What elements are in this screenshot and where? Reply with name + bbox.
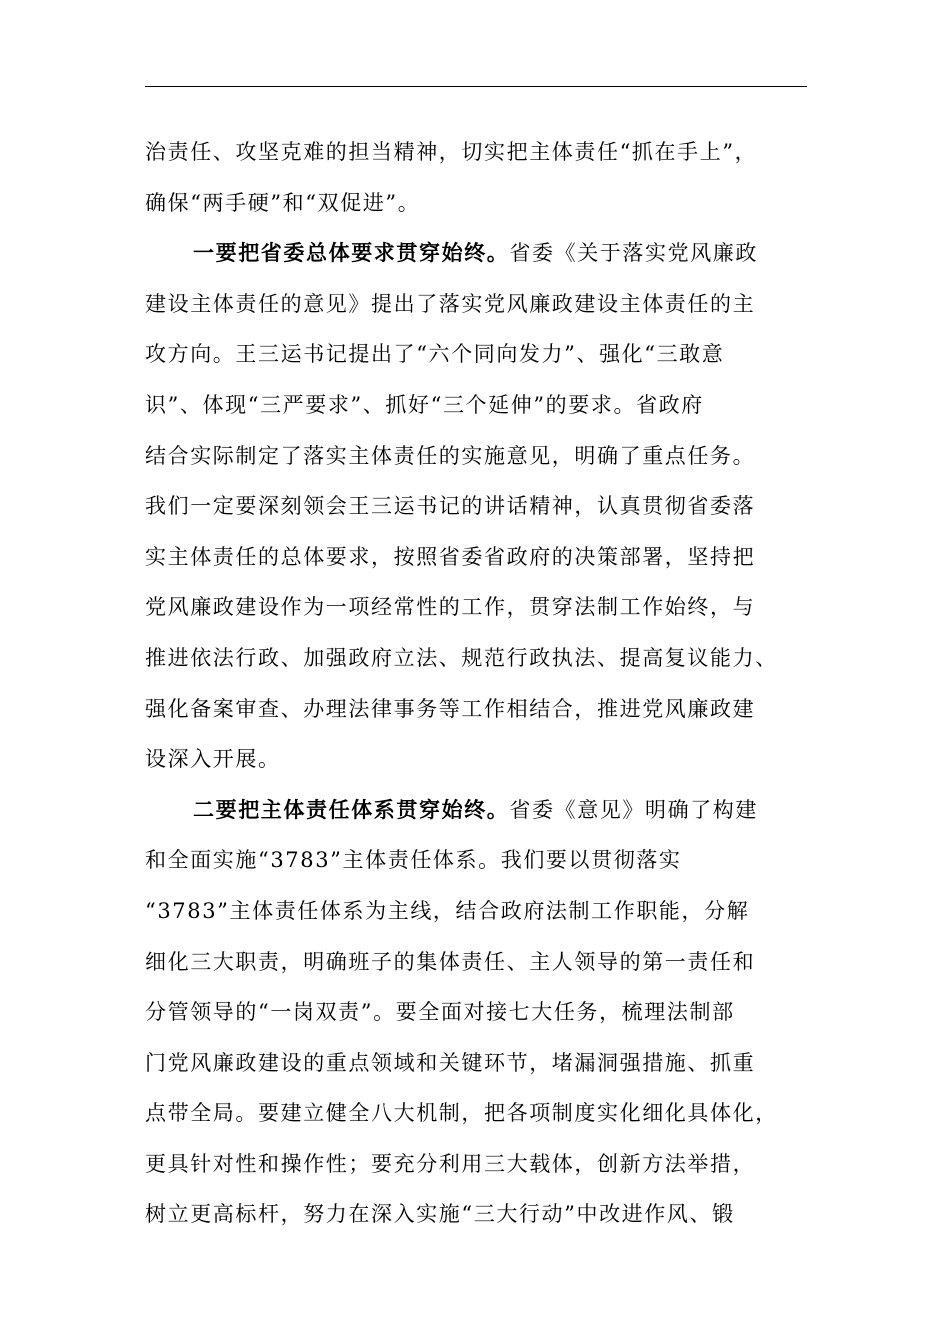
line-text: 建设主体责任的意见》提出了落实党风廉政建设主体责任的主 (145, 291, 756, 316)
paragraph-two-heading: 二要把主体责任体系贯穿始终。 (193, 796, 510, 822)
text-line (145, 835, 807, 886)
line-text: 实主体责任的总体要求，按照省委省政府的决策部署，坚持把 (145, 544, 756, 569)
line-text: 党风廉政建设作为一项经常性的工作，贯穿法制工作始终，与 (145, 595, 756, 620)
line-text: 细化三大职责，明确班子的集体责任、主人领导的第一责任和 (145, 949, 756, 974)
line-text: 省委《意见》明确了构建 (509, 797, 759, 822)
text-line (145, 431, 807, 482)
line-text: 强化备案审查、办理法律事务等工作相结合，推进党风廉政建 (145, 696, 756, 721)
line-text: 识”、体现“三严要求”、抓好“三个延伸”的要求。省政府 (145, 392, 704, 417)
line-text: 更具针对性和操作性；要充分利用三大载体，创新方法举措， (145, 1151, 756, 1176)
header-rule (145, 86, 807, 87)
text-line (145, 127, 807, 178)
text-line (145, 481, 807, 532)
line-text: 分管领导的“一岗双责”。要全面对接七大任务，梳理法制部 (145, 1000, 735, 1025)
text-line (145, 532, 807, 583)
text-line (145, 684, 807, 735)
document-body (145, 127, 807, 1240)
line-text: 和全面实施“3783”主体责任体系。我们要以贯彻落实 (145, 848, 682, 873)
text-line (145, 1139, 807, 1190)
text-line (145, 1038, 807, 1089)
line-text: 推进依法行政、加强政府立法、规范行政执法、提高复议能力、 (145, 645, 778, 670)
text-line (145, 633, 807, 684)
line-text: 结合实际制定了落实主体责任的实施意见，明确了重点任务。 (145, 443, 756, 468)
line-text: 门党风廉政建设的重点领域和关键环节，堵漏洞强措施、抓重 (145, 1050, 756, 1075)
text-line (145, 987, 807, 1038)
text-line (145, 178, 807, 229)
line-text: 攻方向。王三运书记提出了“六个同向发力”、强化“三敢意 (145, 342, 725, 367)
line-text: 确保“两手硬”和“双促进”。 (145, 190, 421, 215)
line-text: 我们一定要深刻领会王三运书记的讲话精神，认真贯彻省委落 (145, 494, 756, 519)
text-line (145, 1189, 807, 1240)
paragraph-two-first-line (145, 785, 807, 836)
text-line (145, 329, 807, 380)
text-line (145, 380, 807, 431)
line-text: 树立更高标杆，努力在深入实施“三大行动”中改进作风、锻 (145, 1202, 735, 1227)
text-line (145, 1088, 807, 1139)
text-line (145, 279, 807, 330)
line-text: 设深入开展。 (145, 747, 281, 772)
line-text: “3783”主体责任体系为主线，结合政府法制工作职能，分解 (145, 898, 750, 923)
text-line (145, 937, 807, 988)
text-line (145, 886, 807, 937)
line-text: 点带全局。要建立健全八大机制，把各项制度实化细化具体化， (145, 1101, 778, 1126)
text-line (145, 734, 807, 785)
line-text: 省委《关于落实党风廉政 (509, 241, 759, 266)
text-line (145, 582, 807, 633)
paragraph-one-first-line (145, 228, 807, 279)
line-text: 治责任、攻坚克难的担当精神，切实把主体责任“抓在手上”， (145, 140, 758, 164)
paragraph-one-heading: 一要把省委总体要求贯穿始终。 (193, 240, 510, 266)
